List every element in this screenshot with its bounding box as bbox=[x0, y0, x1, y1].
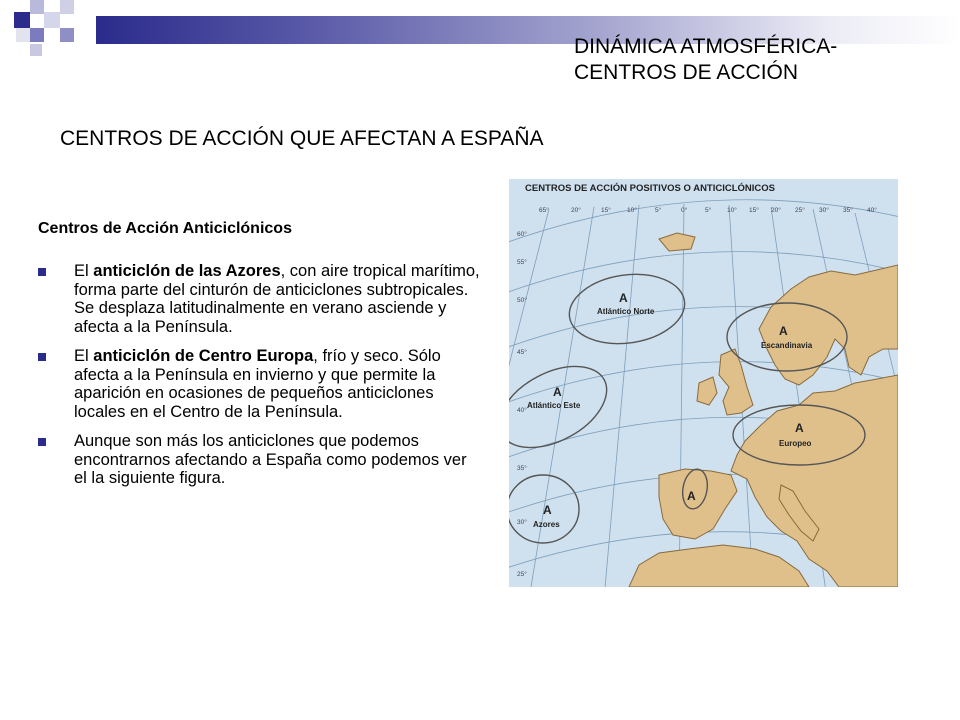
bullet-list bbox=[38, 262, 482, 488]
logo-square-light bbox=[44, 12, 60, 28]
degree-label: 60° bbox=[517, 231, 527, 238]
high-pressure-symbol: A bbox=[795, 421, 804, 435]
square-bullet-icon bbox=[38, 353, 46, 361]
degree-label: 15° bbox=[601, 207, 611, 214]
slide-subtitle: CENTROS DE ACCIÓN QUE AFECTAN A ESPAÑA bbox=[60, 127, 544, 150]
bullet-text-pre: El bbox=[74, 262, 94, 280]
high-pressure-symbol: A bbox=[687, 489, 696, 503]
logo-square-light bbox=[16, 28, 30, 42]
bullet-text-post: Aunque son más los anticiclones que podemos encontrarnos afectando a España como podemos ver el la siguiente figura. bbox=[74, 432, 467, 487]
bullet-text-post: , frío y seco. Sólo afecta a la Península en invierno y que permite la aparición en ocasiones de pequeños anticiclones locales en el Centro de la Península. bbox=[74, 347, 441, 421]
square-bullet-icon bbox=[38, 438, 46, 446]
degree-label: 35° bbox=[843, 207, 853, 214]
degree-label: 10° bbox=[727, 207, 737, 214]
slide-title bbox=[574, 34, 837, 86]
degree-label: 20° bbox=[571, 207, 581, 214]
bullet-item bbox=[38, 347, 482, 421]
degree-label: 55° bbox=[517, 259, 527, 266]
logo-square-light bbox=[30, 0, 44, 14]
center-label-atlantico-este: Atlántico Este bbox=[527, 401, 581, 410]
text-content bbox=[38, 218, 482, 499]
degree-label: 40° bbox=[867, 207, 877, 214]
logo-square-dark bbox=[14, 12, 30, 28]
map-caption: CENTROS DE ACCIÓN POSITIVOS O ANTICICLÓNICOS bbox=[525, 183, 776, 194]
degree-label: 5° bbox=[705, 207, 712, 214]
center-label-europeo: Europeo bbox=[779, 439, 812, 448]
bullet-text-emphasis: anticiclón de las Azores bbox=[93, 262, 281, 280]
degree-label: 5° bbox=[655, 207, 662, 214]
bullet-text-post: , con aire tropical marítimo, forma parte del cinturón de anticiclones subtropicales. Se desplaza latitudinalmente en verano asciende y afecta a la Península. bbox=[74, 262, 480, 336]
logo-square-light bbox=[30, 44, 42, 56]
section-heading: Centros de Acción Anticiclónicos bbox=[38, 220, 292, 237]
high-pressure-symbol: A bbox=[543, 503, 552, 517]
bullet-item bbox=[38, 432, 482, 488]
europe-pressure-map bbox=[509, 179, 898, 587]
bullet-text-pre: El bbox=[74, 347, 94, 365]
degree-label: 35° bbox=[517, 465, 527, 472]
slide-title-line: CENTROS DE ACCIÓN bbox=[574, 61, 799, 84]
degree-label: 50° bbox=[517, 297, 527, 304]
center-label-atlantico-norte: Atlántico Norte bbox=[597, 307, 655, 316]
square-bullet-icon bbox=[38, 268, 46, 276]
high-pressure-symbol: A bbox=[553, 385, 562, 399]
map-drawing bbox=[509, 179, 898, 587]
degree-label: 45° bbox=[517, 349, 527, 356]
degree-label: 30° bbox=[819, 207, 829, 214]
degree-label: 25° bbox=[517, 571, 527, 578]
degree-label: 20° bbox=[771, 207, 781, 214]
high-pressure-symbol: A bbox=[619, 291, 628, 305]
degree-label: 0° bbox=[681, 207, 688, 214]
logo-square-light bbox=[60, 0, 74, 14]
degree-label: 10° bbox=[627, 207, 637, 214]
center-label-escandinavia: Escandinavia bbox=[761, 341, 813, 350]
degree-label: 40° bbox=[517, 407, 527, 414]
slide-title-line: DINÁMICA ATMOSFÉRICA- bbox=[574, 35, 838, 58]
degree-label: 65° bbox=[539, 207, 549, 214]
logo-square-mid bbox=[30, 28, 44, 42]
logo-square-mid bbox=[60, 28, 74, 42]
degree-label: 30° bbox=[517, 519, 527, 526]
degree-label: 15° bbox=[749, 207, 759, 214]
high-pressure-symbol: A bbox=[779, 324, 788, 338]
bullet-item bbox=[38, 262, 482, 336]
center-label-azores: Azores bbox=[533, 520, 560, 529]
degree-label: 25° bbox=[795, 207, 805, 214]
bullet-text-emphasis: anticiclón de Centro Europa bbox=[93, 347, 314, 365]
